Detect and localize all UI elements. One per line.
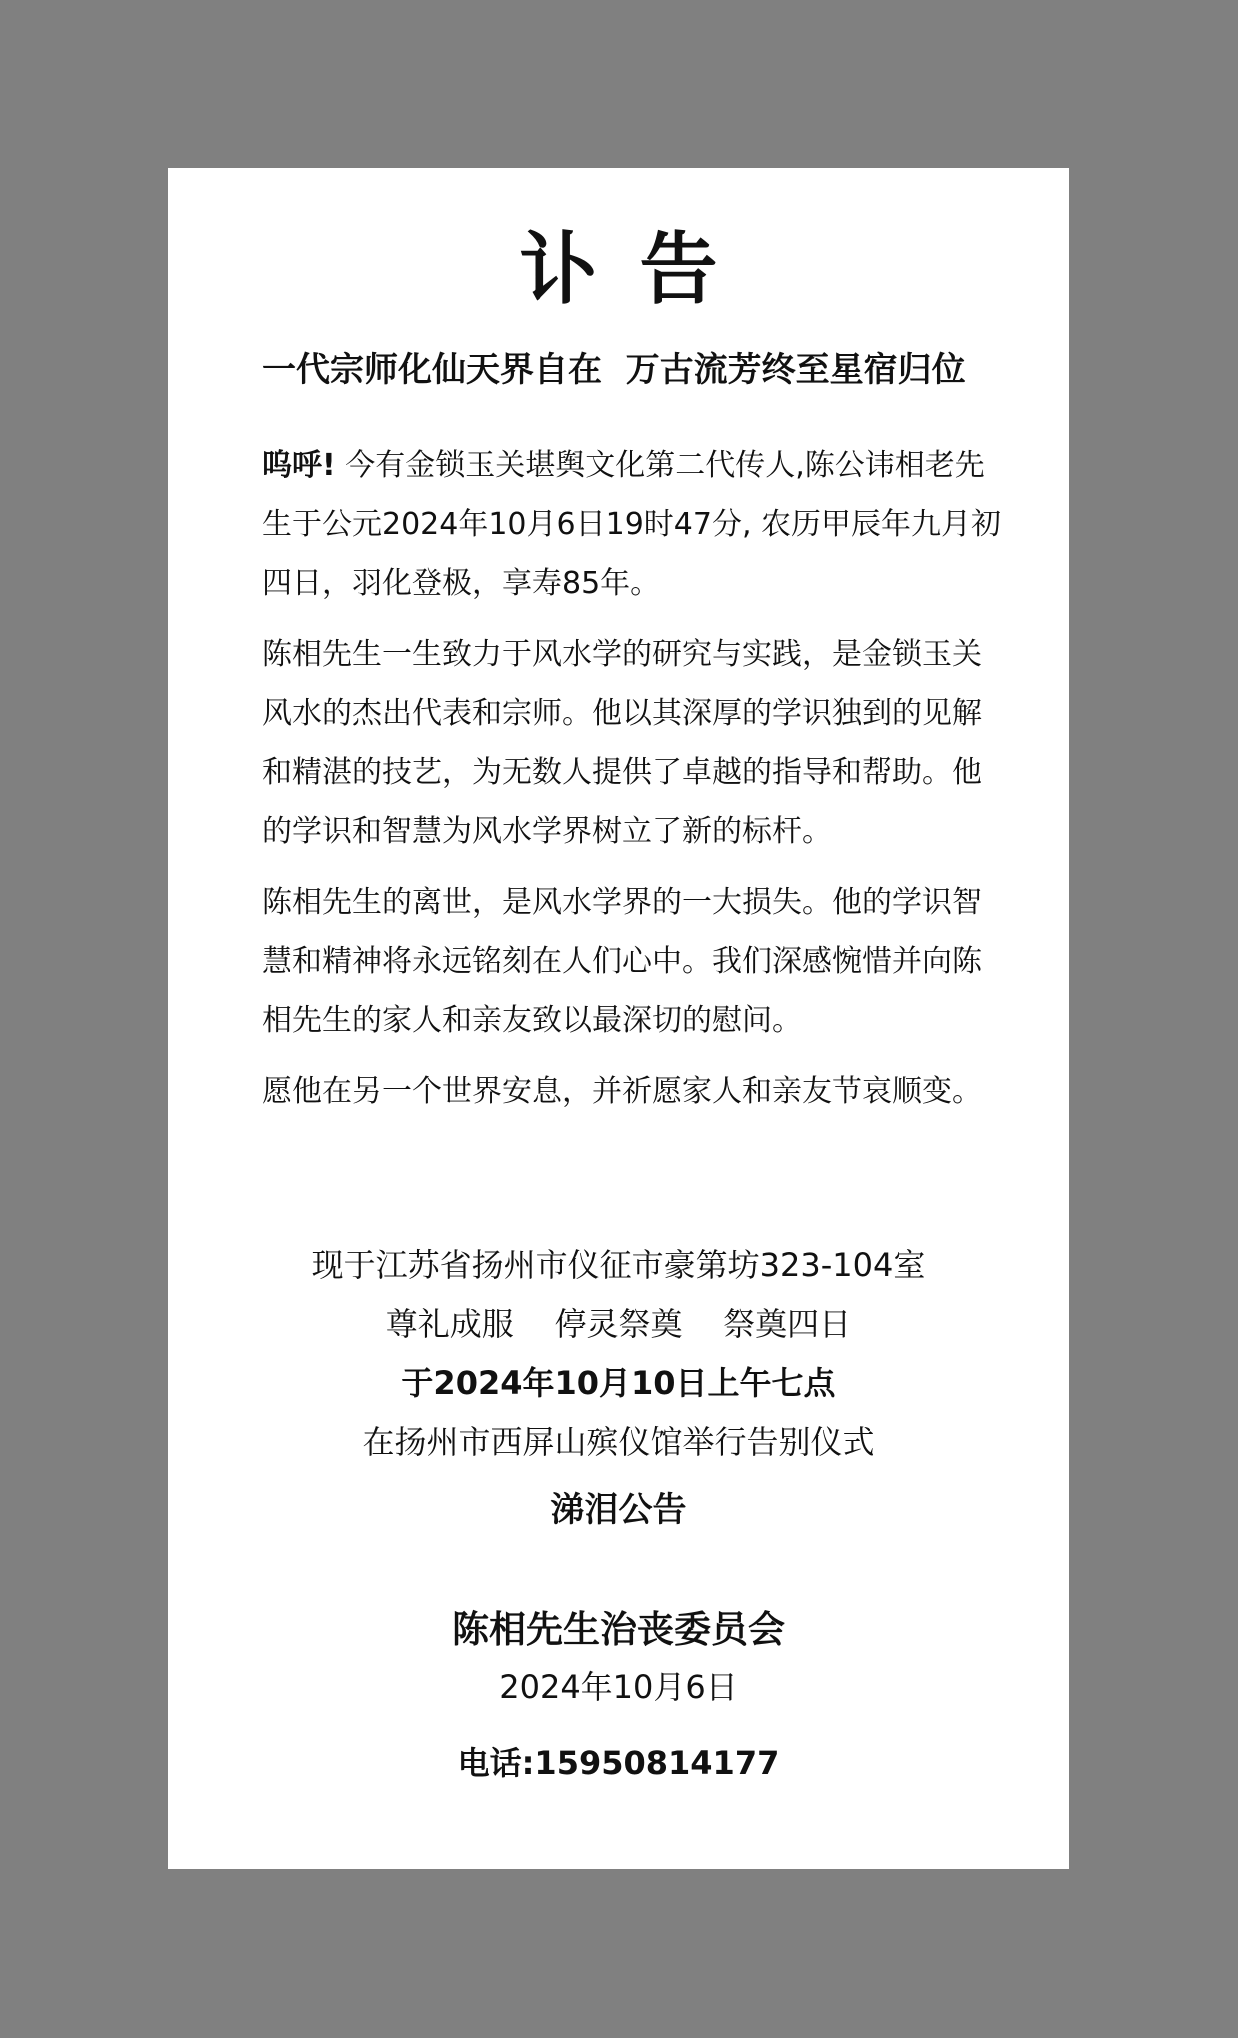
ceremony-line: 在扬州市西屏山殡仪馆举行告别仪式 xyxy=(362,1423,875,1461)
funeral-arrangements xyxy=(168,1236,1069,1472)
body-paragraph-2: 陈相先生一生致力于风水学的研究与实践，是金锁玉关风水的杰出代表和宗师。他以其深厚的学识独到的见解和精湛的技艺，为无数人提供了卓越的指导和帮助。他的学识和智慧为风水学界树立了新的标杆。 xyxy=(262,637,982,849)
mourning-announcement: 涕泪公告 xyxy=(550,1490,687,1530)
body-paragraph-4: 愿他在另一个世界安息，并祈愿家人和亲友节哀顺变。 xyxy=(262,1074,982,1109)
notice-body xyxy=(262,436,1008,1133)
notice-title: 讣告 xyxy=(519,225,760,315)
body-paragraph-1 xyxy=(262,436,1008,613)
opening-exclamation: 呜呼! xyxy=(262,448,336,483)
opening-text: 今有金锁玉关堪舆文化第二代传人,陈公讳相老先生于公元2024年10月6日19时47分, 农历甲辰年九月初四日，羽化登极，享寿85年。 xyxy=(262,448,1002,601)
obituary-notice xyxy=(168,168,1069,1869)
notice-date: 2024年10月6日 xyxy=(499,1668,738,1706)
contact-phone: 电话:15950814177 xyxy=(457,1744,780,1782)
time-line: 于2024年10月10日上午七点 xyxy=(401,1364,836,1402)
location-line: 现于江苏省扬州市仪征市豪第坊323-104室 xyxy=(311,1246,926,1284)
funeral-committee: 陈相先生治丧委员会 xyxy=(452,1608,785,1651)
body-paragraph-3: 陈相先生的离世，是风水学界的一大损失。他的学识智慧和精神将永远铭刻在人们心中。我们深感惋惜并向陈相先生的家人和亲友致以最深切的慰问。 xyxy=(262,885,982,1038)
notice-subtitle: 一代宗师化仙天界自在 万古流芳终至星宿归位 xyxy=(262,350,966,390)
rites-line: 尊礼成服 停灵祭奠 祭奠四日 xyxy=(385,1305,852,1343)
